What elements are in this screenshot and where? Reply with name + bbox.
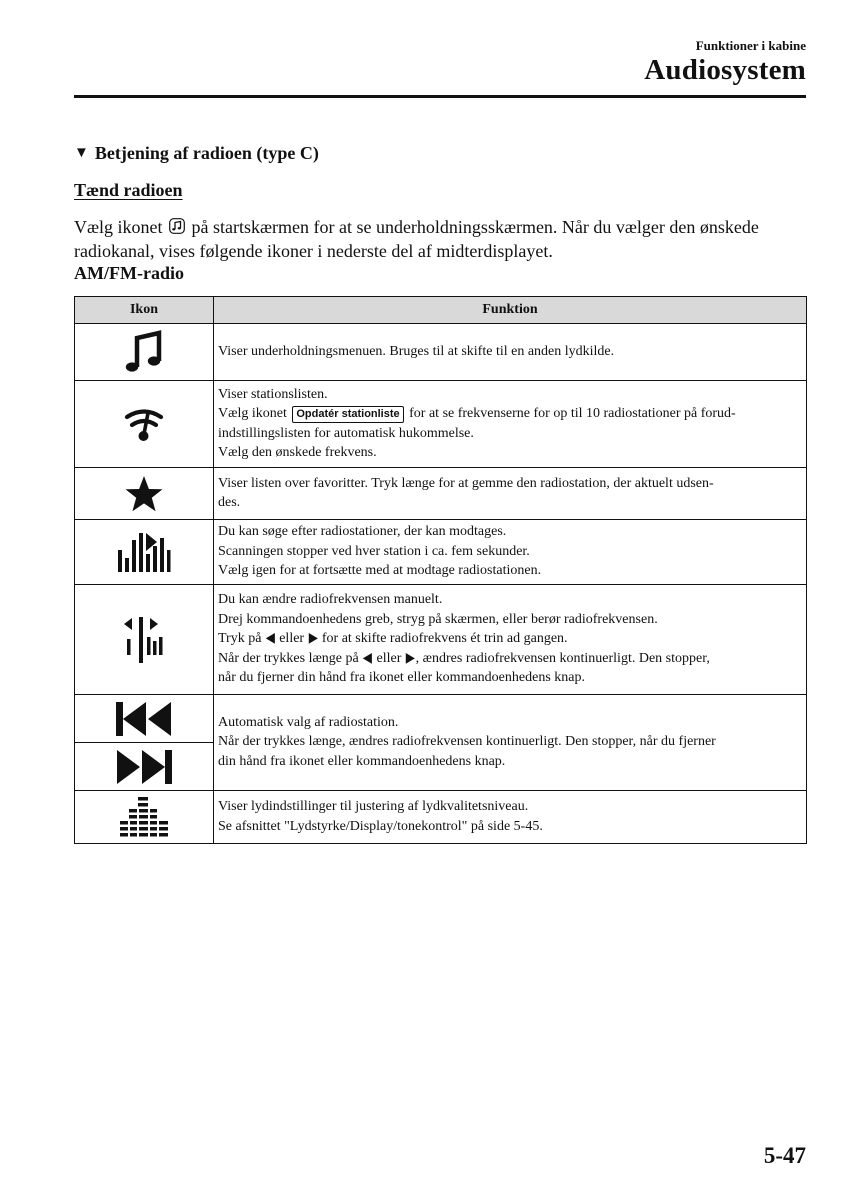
heading-turn-on-radio: Tænd radioen (74, 180, 183, 200)
arrow-right-icon[interactable]: ▶ (405, 650, 415, 666)
update-station-list-button[interactable]: Opdatér stationliste (292, 406, 403, 423)
column-header-function: Funktion (214, 297, 807, 324)
intro-before-icon: Vælg ikonet (74, 217, 163, 237)
row5-line4-a: Når der trykkes længe på (218, 650, 359, 666)
section-label: Funktioner i kabine (695, 38, 806, 53)
table-row (75, 791, 807, 844)
row4-line3: Vælg igen for at fortsætte med at modtage radiostationen. (218, 563, 542, 579)
row5-line3-c: for at skifte radiofrekvens ét trin ad gangen. (321, 631, 568, 647)
row5-line5: når du fjerner din hånd fra ikonet eller kommandoenhedens knap. (218, 670, 585, 686)
intro-paragraph (74, 215, 814, 263)
music-note-inline-icon (169, 218, 185, 234)
station-list-icon (124, 404, 164, 444)
row6-line2: Når der trykkes længe, ændres radiofrekvensen kontinuerligt. Den stopper, når du fjerner (218, 734, 716, 750)
row7-line1: Viser lydindstillinger til justering af lydkvalitetsniveau. (218, 799, 529, 814)
row6-line1: Automatisk valg af radiostation. (218, 714, 399, 730)
table-row (75, 695, 807, 743)
table-row (75, 585, 807, 695)
row5-line3-b: eller (279, 631, 305, 647)
scan-icon (117, 530, 171, 574)
table-row (75, 381, 807, 468)
function-table (74, 296, 807, 844)
row6-line3: din hånd fra ikonet eller kommandoenhedens knap. (218, 753, 506, 769)
row2-line1: Viser stationslisten. (218, 386, 328, 402)
am-fm-heading: AM/FM-radio (74, 263, 184, 283)
arrow-left-icon[interactable]: ◀ (265, 631, 275, 647)
table-row (75, 468, 807, 520)
row5-line4-c: , ændres radiofrekvensen kontinuerligt. Den stopper, (415, 650, 710, 666)
page-title: Audiosystem (644, 54, 806, 86)
row5-line2: Drej kommandoenhedens greb, stryg på skærmen, eller berør radiofrekvensen. (218, 611, 658, 627)
row2-line2-before: Vælg ikonet (218, 406, 287, 421)
row3-line2: des. (218, 495, 241, 510)
arrow-right-icon[interactable]: ▶ (308, 631, 318, 647)
arrow-left-icon[interactable]: ◀ (363, 650, 373, 666)
table-row (75, 520, 807, 585)
row5-line4-b: eller (376, 650, 402, 666)
row2-line4: Vælg den ønskede frekvens. (218, 445, 377, 460)
header-rule (74, 95, 806, 98)
row1-line1: Viser underholdningsmenuen. Bruges til at skifte til en anden lydkilde. (218, 343, 615, 359)
row4-line1: Du kan søge efter radiostationer, der kan modtages. (218, 524, 507, 540)
row2-line3: indstillingslisten for automatisk hukommelse. (218, 425, 474, 441)
subsection-title (74, 143, 319, 164)
row4-line2: Scanningen stopper ved hver station i ca. fem sekunder. (218, 543, 530, 559)
intro-after-icon: på startskærmen for at se underholdningsskærmen. Når du vælger den ønskede radiokanal, vises følgende ikoner i nederste del af midterdisplayet. (74, 217, 759, 261)
triangle-down-icon: ▼ (74, 145, 89, 161)
seek-back-icon (115, 701, 173, 737)
row3-line1: Viser listen over favoritter. Tryk længe for at gemme den radiostation, der aktuelt udsen- (218, 475, 714, 491)
row2-line2-after: for at se frekvenserne for op til 10 radiostationer på forud- (409, 406, 736, 421)
sound-settings-icon (119, 796, 169, 838)
column-header-icon: Ikon (75, 297, 214, 324)
row5-line1: Du kan ændre radiofrekvensen manuelt. (218, 592, 443, 608)
seek-forward-icon (115, 749, 173, 785)
manual-tune-icon (123, 617, 165, 663)
star-icon (124, 475, 164, 513)
row7-line2: Se afsnittet "Lydstyrke/Display/tonekontrol" på side 5-45. (218, 818, 543, 834)
page-number: 5-47 (763, 1143, 806, 1168)
table-row (75, 324, 807, 381)
music-note-icon (124, 330, 164, 374)
subsection-title-text: Betjening af radioen (type C) (94, 143, 319, 163)
table-header-row (75, 297, 807, 324)
row5-line3-a: Tryk på (218, 631, 262, 647)
